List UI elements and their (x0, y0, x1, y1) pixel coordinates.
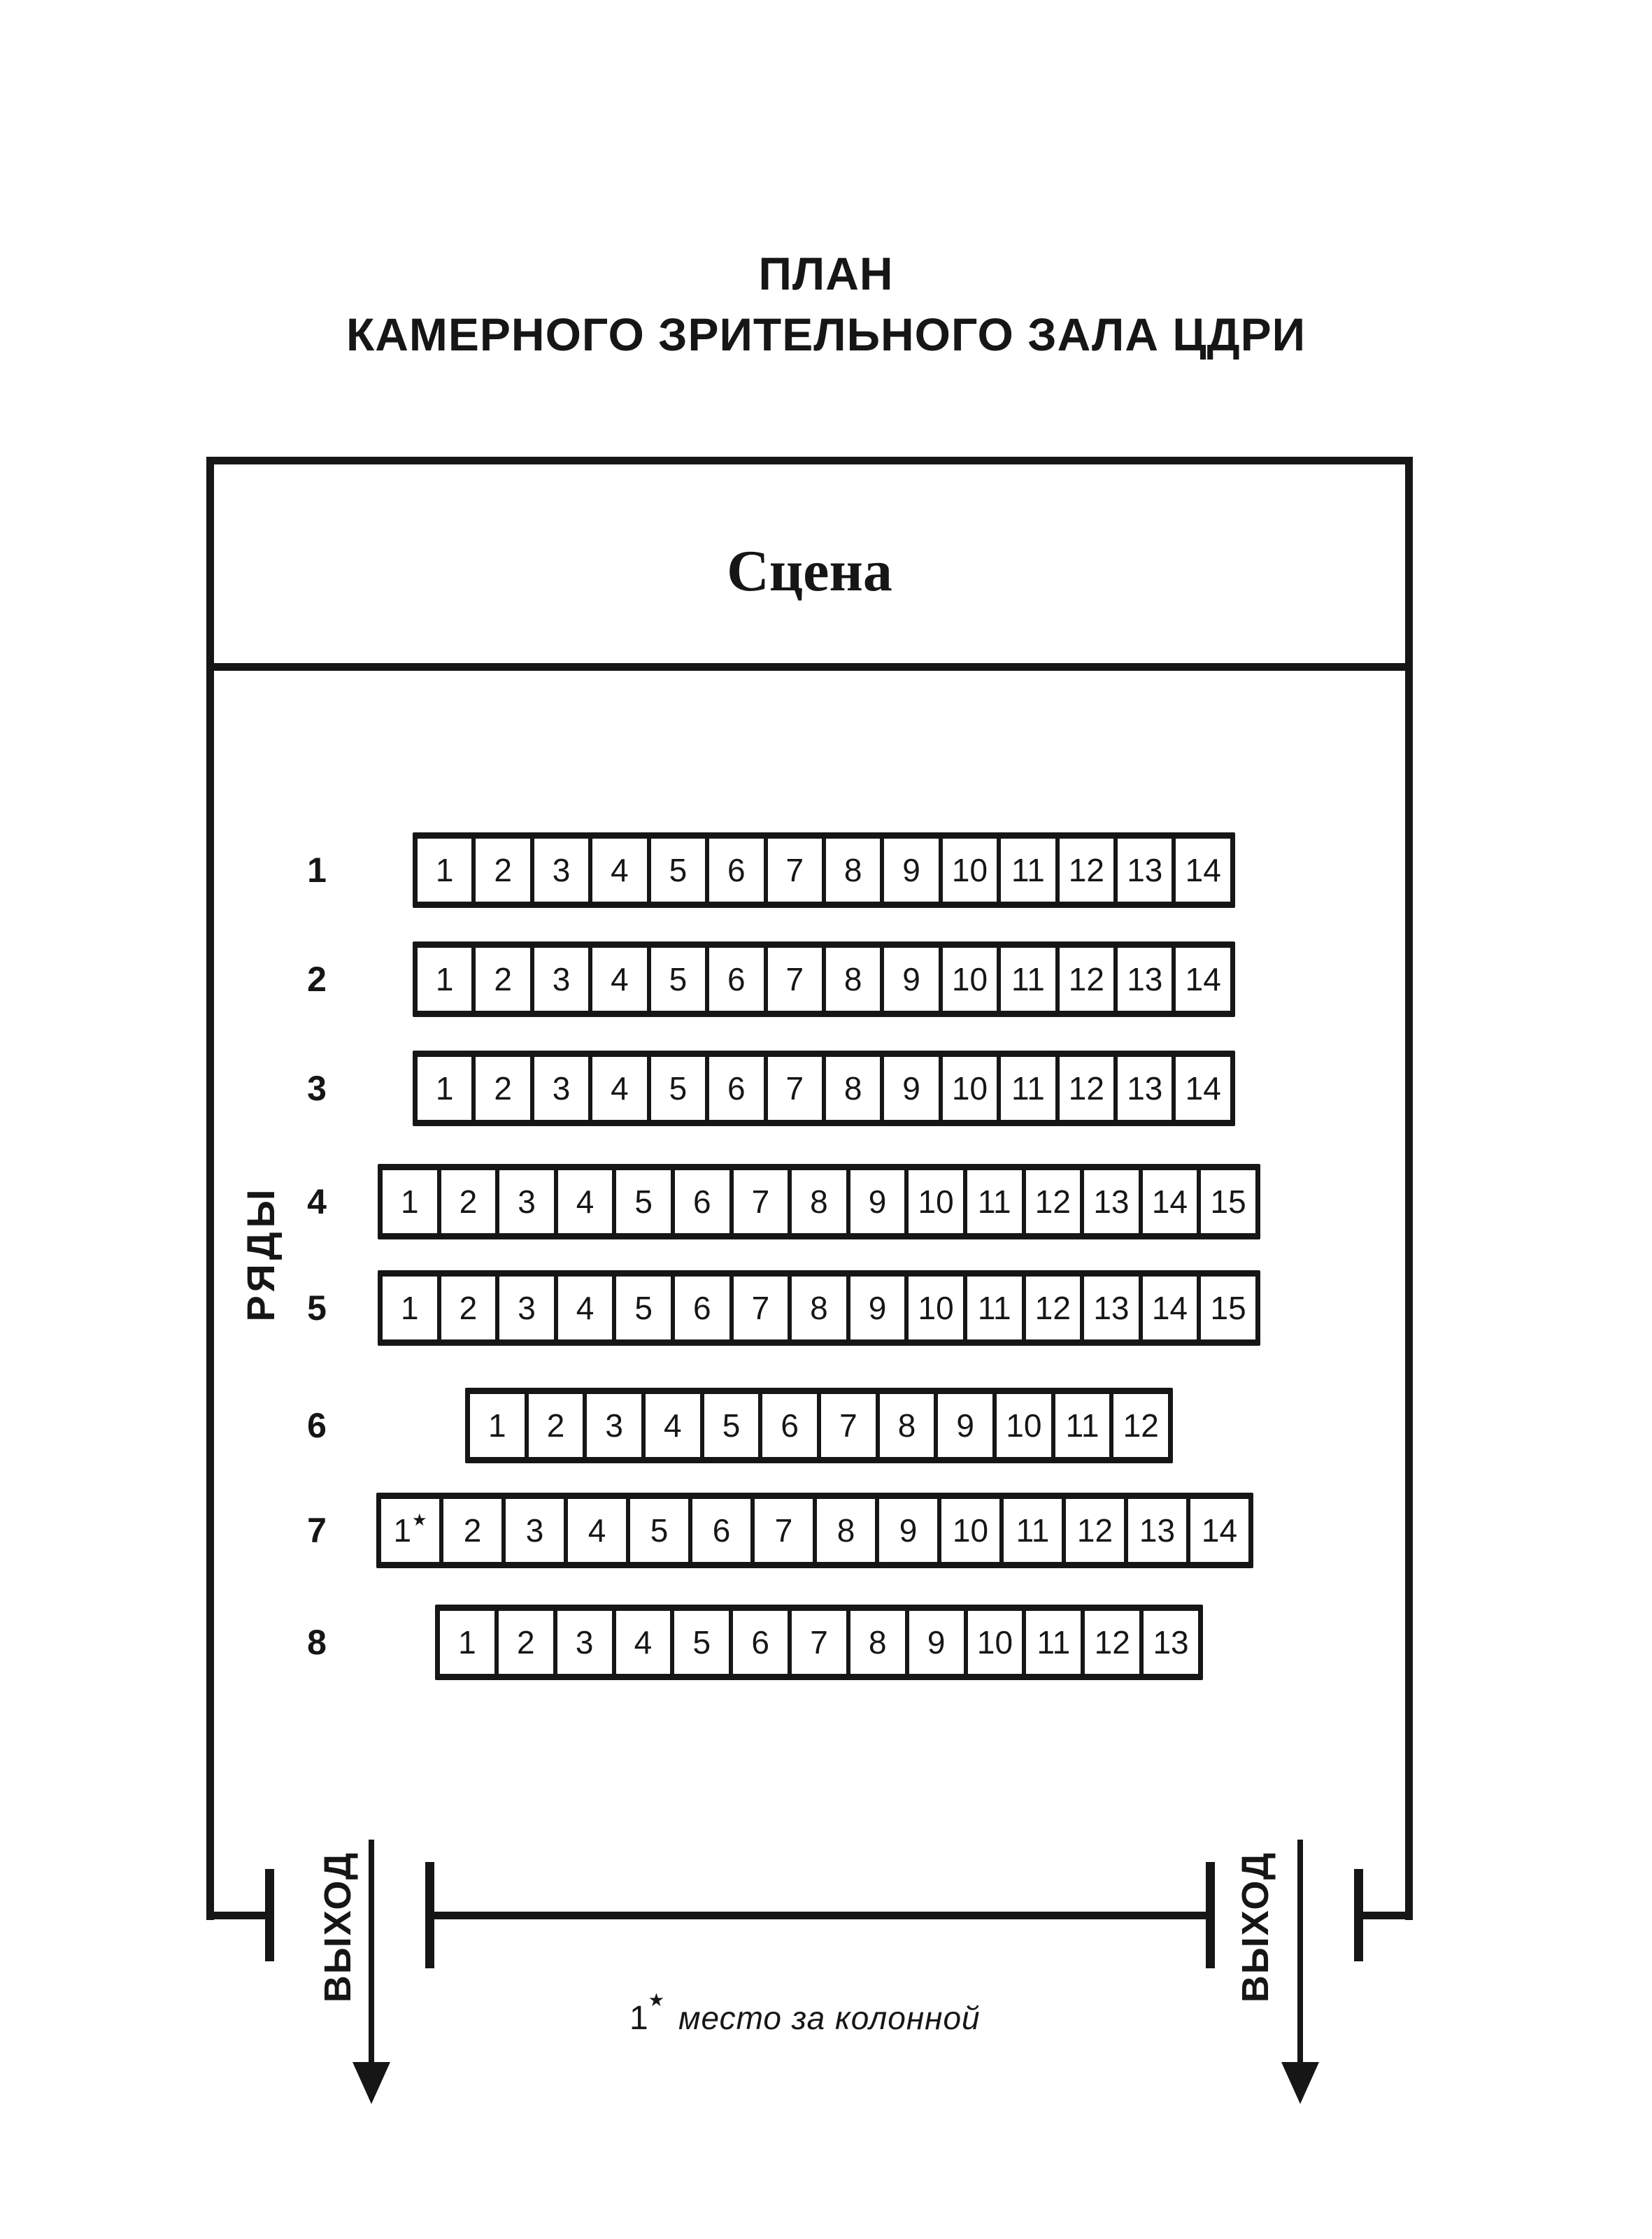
seat[interactable]: 1 (383, 1170, 437, 1233)
exit-left-label: ВЫХОД (317, 1851, 359, 2003)
seat[interactable]: 12 (1062, 1499, 1124, 1562)
seat[interactable]: 11 (997, 1057, 1055, 1120)
footnote-marker: 1★ (629, 1989, 665, 2037)
seat[interactable]: 2 (471, 948, 529, 1011)
hall-wall-left (206, 457, 214, 1920)
door-jamb-cap (1354, 1869, 1363, 1961)
seat[interactable]: 10 (937, 1499, 999, 1562)
door-jamb-cap (1206, 1862, 1215, 1968)
seat[interactable]: 10 (939, 839, 997, 902)
seat[interactable]: 11 (963, 1277, 1022, 1339)
seat[interactable]: 3 (553, 1611, 612, 1674)
seat[interactable]: 9 (846, 1170, 905, 1233)
bottom-wall-center-segment (430, 1912, 1211, 1919)
seat[interactable]: 6 (705, 1057, 763, 1120)
row-number-label: 7 (307, 1511, 327, 1550)
seat[interactable]: 4 (588, 948, 646, 1011)
exit-right-arrow (1297, 1840, 1303, 2067)
footnote (629, 1989, 981, 2038)
row-number-label: 6 (307, 1406, 327, 1445)
seat-row (435, 1605, 1203, 1680)
seat[interactable]: 2 (437, 1277, 496, 1339)
seat[interactable]: 15 (1197, 1277, 1255, 1339)
seat[interactable]: 9 (875, 1499, 937, 1562)
seat[interactable]: 6 (671, 1277, 729, 1339)
seat[interactable]: 7 (729, 1277, 788, 1339)
seat-row (465, 1388, 1173, 1463)
seat[interactable]: 8 (813, 1499, 875, 1562)
seat[interactable]: 8 (822, 1057, 880, 1120)
seat[interactable]: 10 (939, 948, 997, 1011)
seat-row (413, 941, 1235, 1017)
seat[interactable]: 7 (817, 1394, 876, 1457)
seat[interactable]: 3 (530, 948, 588, 1011)
seat[interactable]: 11 (1022, 1611, 1081, 1674)
seat[interactable]: 12 (1055, 839, 1113, 902)
seat[interactable]: 13 (1124, 1499, 1186, 1562)
seat[interactable]: 4 (554, 1170, 613, 1233)
seat[interactable]: 12 (1022, 1277, 1081, 1339)
seat[interactable]: 14 (1186, 1499, 1248, 1562)
seat-row (378, 1164, 1260, 1239)
seat[interactable]: 8 (822, 948, 880, 1011)
seat[interactable]: 3 (583, 1394, 641, 1457)
behind-column-star-icon: ★ (648, 1989, 665, 2010)
seat-row (376, 1493, 1253, 1568)
seat[interactable]: 6 (671, 1170, 729, 1233)
seat[interactable]: 3 (530, 839, 588, 902)
seat[interactable]: 5 (612, 1170, 671, 1233)
seat[interactable]: 1 ★ (381, 1499, 439, 1562)
seat[interactable]: 6 (729, 1611, 788, 1674)
seat-row (413, 1051, 1235, 1126)
seat[interactable]: 13 (1113, 839, 1172, 902)
seat[interactable]: 14 (1172, 948, 1230, 1011)
seat[interactable]: 1 (440, 1611, 494, 1674)
seat[interactable]: 12 (1055, 948, 1113, 1011)
bottom-wall-left-segment (206, 1912, 273, 1919)
row-number-label: 8 (307, 1623, 327, 1662)
seat[interactable]: 5 (647, 1057, 705, 1120)
seat[interactable]: 10 (964, 1611, 1023, 1674)
seat[interactable]: 12 (1081, 1611, 1139, 1674)
seat[interactable]: 9 (905, 1611, 964, 1674)
stage-label: Сцена (727, 539, 892, 604)
door-jamb-cap (425, 1862, 434, 1968)
exit-right-label: ВЫХОД (1234, 1851, 1276, 2003)
seat[interactable]: 12 (1022, 1170, 1081, 1233)
seat[interactable]: 15 (1197, 1170, 1255, 1233)
seat[interactable]: 7 (788, 1611, 846, 1674)
row-number-label: 4 (307, 1182, 327, 1221)
seat[interactable]: 8 (876, 1394, 934, 1457)
seat[interactable]: 1 (470, 1394, 525, 1457)
seat[interactable]: 9 (880, 839, 938, 902)
seat[interactable]: 7 (729, 1170, 788, 1233)
seat[interactable]: 11 (963, 1170, 1022, 1233)
seat[interactable]: 7 (750, 1499, 813, 1562)
page-title-line2: КАМЕРНОГО ЗРИТЕЛЬНОГО ЗАЛА ЦДРИ (346, 308, 1306, 361)
seat[interactable]: 2 (525, 1394, 583, 1457)
seat[interactable]: 9 (880, 1057, 938, 1120)
door-jamb-cap (265, 1869, 274, 1961)
stage-divider-wall (206, 663, 1413, 671)
seat[interactable]: 5 (670, 1611, 729, 1674)
seat[interactable]: 9 (846, 1277, 905, 1339)
seat[interactable]: 10 (904, 1277, 963, 1339)
seat[interactable]: 2 (437, 1170, 496, 1233)
rows-axis-label: РЯДЫ (238, 1185, 283, 1322)
seat-row (378, 1270, 1260, 1346)
seat[interactable]: 10 (939, 1057, 997, 1120)
hall-wall-top (206, 457, 1413, 464)
seat[interactable]: 1 (418, 839, 471, 902)
seat[interactable]: 8 (846, 1611, 905, 1674)
seat[interactable]: 10 (904, 1170, 963, 1233)
seat[interactable]: 12 (1055, 1057, 1113, 1120)
seat[interactable]: 8 (822, 839, 880, 902)
seat[interactable]: 14 (1139, 1170, 1197, 1233)
seat-row (413, 832, 1235, 908)
seat[interactable]: 8 (788, 1277, 846, 1339)
page-title-line1: ПЛАН (758, 248, 894, 299)
seat[interactable]: 6 (688, 1499, 750, 1562)
seat[interactable]: 14 (1139, 1277, 1197, 1339)
seat[interactable]: 7 (764, 1057, 822, 1120)
seat[interactable]: 13 (1113, 948, 1172, 1011)
seat[interactable]: 6 (758, 1394, 817, 1457)
row-number-label: 3 (307, 1069, 327, 1108)
seat[interactable]: 4 (612, 1611, 671, 1674)
seat[interactable]: 11 (1051, 1394, 1110, 1457)
seat[interactable]: 2 (471, 839, 529, 902)
seat[interactable]: 7 (764, 948, 822, 1011)
seat[interactable]: 9 (880, 948, 938, 1011)
seat[interactable]: 5 (626, 1499, 688, 1562)
seat[interactable]: 4 (588, 839, 646, 902)
seat[interactable]: 6 (705, 948, 763, 1011)
seat[interactable]: 4 (641, 1394, 700, 1457)
seat[interactable]: 5 (612, 1277, 671, 1339)
seat[interactable]: 11 (999, 1499, 1062, 1562)
seat[interactable]: 8 (788, 1170, 846, 1233)
seat[interactable]: 6 (705, 839, 763, 902)
page-title (0, 243, 1652, 365)
row-number-label: 2 (307, 960, 327, 999)
seat[interactable]: 5 (700, 1394, 759, 1457)
row-number-label: 1 (307, 851, 327, 890)
row-number-label: 5 (307, 1288, 327, 1328)
footnote-text: место за колонной (678, 2000, 981, 2036)
bottom-wall-right-segment (1359, 1912, 1413, 1919)
seat[interactable]: 4 (588, 1057, 646, 1120)
seat[interactable]: 3 (495, 1170, 554, 1233)
seat[interactable]: 10 (992, 1394, 1051, 1457)
hall-wall-right (1405, 457, 1413, 1920)
seat[interactable]: 2 (471, 1057, 529, 1120)
seat[interactable]: 4 (564, 1499, 626, 1562)
seat[interactable]: 9 (934, 1394, 992, 1457)
seat[interactable]: 2 (439, 1499, 501, 1562)
seat[interactable]: 1 (418, 1057, 471, 1120)
seat[interactable]: 11 (997, 948, 1055, 1011)
seat[interactable]: 13 (1139, 1611, 1198, 1674)
seat[interactable]: 3 (495, 1277, 554, 1339)
seat[interactable]: 14 (1172, 1057, 1230, 1120)
seat[interactable]: 14 (1172, 839, 1230, 902)
seat[interactable]: 13 (1113, 1057, 1172, 1120)
seat[interactable]: 2 (494, 1611, 553, 1674)
seat[interactable]: 7 (764, 839, 822, 902)
seat[interactable]: 1 (383, 1277, 437, 1339)
seat[interactable]: 11 (997, 839, 1055, 902)
exit-right-arrowhead-icon (1281, 2062, 1319, 2104)
seat[interactable]: 13 (1080, 1277, 1139, 1339)
seat[interactable]: 5 (647, 839, 705, 902)
seat[interactable]: 13 (1080, 1170, 1139, 1233)
seat[interactable]: 4 (554, 1277, 613, 1339)
seat[interactable]: 3 (501, 1499, 564, 1562)
seat[interactable]: 1 (418, 948, 471, 1011)
seat[interactable]: 3 (530, 1057, 588, 1120)
seat[interactable]: 5 (647, 948, 705, 1011)
exit-left-arrow (369, 1840, 374, 2067)
seat[interactable]: 12 (1109, 1394, 1168, 1457)
exit-left-arrowhead-icon (353, 2062, 390, 2104)
